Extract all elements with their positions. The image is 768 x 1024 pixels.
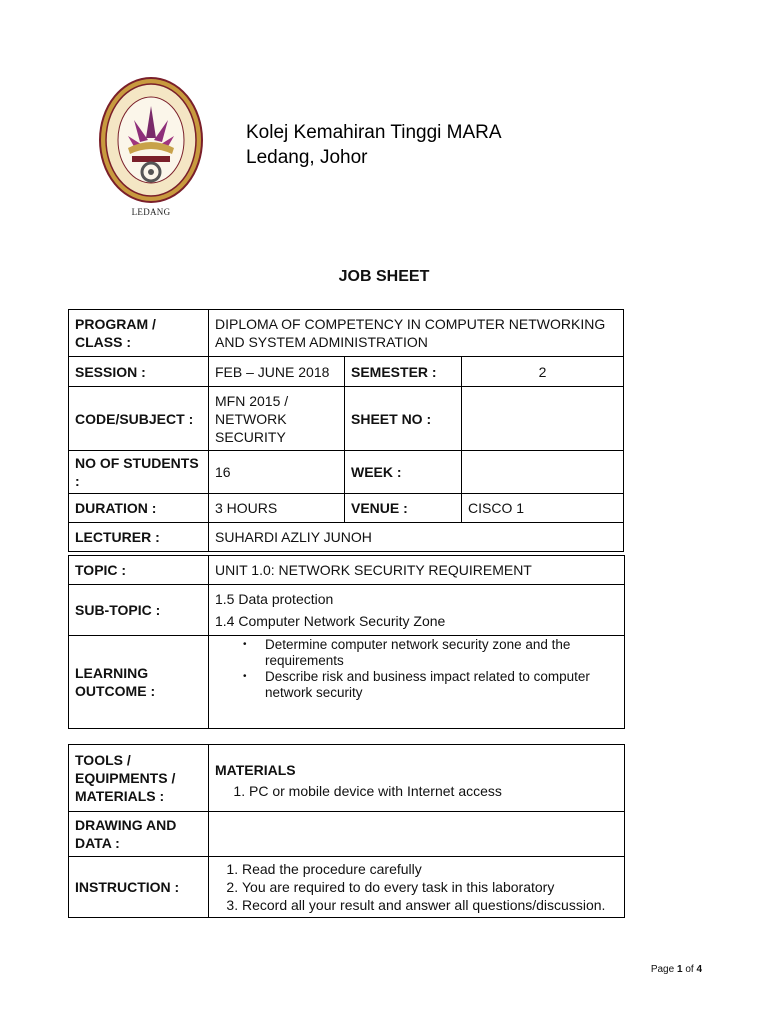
instruction-item: 2. You are required to do every task in this laboratory: [242, 878, 618, 896]
college-crest-icon: [98, 76, 204, 204]
material-item: 1. PC or mobile device with Internet access: [249, 782, 618, 800]
page-number: [651, 964, 702, 975]
venue-value: CISCO 1: [462, 494, 624, 523]
subtopic-list: [209, 585, 625, 636]
org-line-1: Kolej Kemahiran Tinggi MARA: [246, 122, 502, 143]
outcome-list: [209, 636, 625, 729]
topic-label: TOPIC :: [69, 556, 209, 585]
subtopic-item: 1.4 Computer Network Security Zone: [215, 613, 446, 629]
lecturer-value: SUHARDI AZLIY JUNOH: [209, 523, 624, 552]
outcome-item: • Describe risk and business impact related to computer network security: [265, 669, 618, 701]
semester-value: 2: [462, 357, 624, 387]
code-label: CODE/SUBJECT :: [69, 387, 209, 451]
table-row: [69, 857, 625, 918]
week-label: WEEK :: [345, 451, 462, 494]
table-row: [69, 556, 625, 585]
table-row: [69, 745, 625, 812]
instruction-label: INSTRUCTION :: [69, 857, 209, 918]
page-title: JOB SHEET: [338, 268, 430, 285]
topic-value: UNIT 1.0: NETWORK SECURITY REQUIREMENT: [209, 556, 625, 585]
code-value: MFN 2015 / NETWORK SECURITY: [209, 387, 345, 451]
session-label: SESSION :: [69, 357, 209, 387]
table-row: [69, 494, 624, 523]
students-value: 16: [209, 451, 345, 494]
drawing-value: [209, 812, 625, 857]
info-table: [68, 309, 624, 552]
semester-label: SEMESTER :: [345, 357, 462, 387]
duration-value: 3 HOURS: [209, 494, 345, 523]
outcome-item: • Determine computer network security zone and the requirements: [265, 637, 618, 669]
subtopic-label: SUB-TOPIC :: [69, 585, 209, 636]
venue-label: VENUE :: [345, 494, 462, 523]
page-current: 1: [676, 964, 683, 975]
logo-caption: LEDANG: [131, 207, 171, 217]
instruction-item: 3. Record all your result and answer all questions/discussion.: [242, 896, 618, 914]
organization-name: [246, 120, 502, 170]
college-logo: [98, 76, 204, 222]
subtopic-item: 1.5 Data protection: [215, 591, 334, 607]
week-value: [462, 451, 624, 494]
lecturer-label: LECTURER :: [69, 523, 209, 552]
table-row: [69, 812, 625, 857]
duration-label: DURATION :: [69, 494, 209, 523]
table-row: [69, 387, 624, 451]
students-label: NO OF STUDENTS :: [69, 451, 209, 494]
page-word: Page: [650, 964, 675, 975]
table-row: [69, 585, 625, 636]
instruction-item: 1. Read the procedure carefully: [242, 860, 618, 878]
tools-table: [68, 744, 625, 918]
topic-table: [68, 555, 625, 729]
materials-heading: MATERIALS: [215, 761, 296, 778]
session-value: FEB – JUNE 2018: [209, 357, 345, 387]
drawing-label: DRAWING AND DATA :: [69, 812, 209, 857]
table-row: [69, 451, 624, 494]
page-total: 4: [696, 964, 702, 975]
outcome-label: LEARNING OUTCOME :: [69, 636, 209, 729]
table-row: [69, 636, 625, 729]
table-row: [69, 523, 624, 552]
sheet-no-value: [462, 387, 624, 451]
instruction-list: [209, 857, 625, 918]
tools-label: TOOLS / EQUIPMENTS / MATERIALS :: [69, 745, 209, 812]
program-label: PROGRAM / CLASS :: [69, 310, 209, 357]
page-of-word: of: [685, 964, 694, 975]
org-line-2: Ledang, Johor: [246, 147, 368, 168]
materials-cell: [209, 745, 625, 812]
table-row: [69, 310, 624, 357]
table-row: [69, 357, 624, 387]
program-value: DIPLOMA OF COMPETENCY IN COMPUTER NETWORKING AND SYSTEM ADMINISTRATION: [209, 310, 624, 357]
sheet-no-label: SHEET NO :: [345, 387, 462, 451]
